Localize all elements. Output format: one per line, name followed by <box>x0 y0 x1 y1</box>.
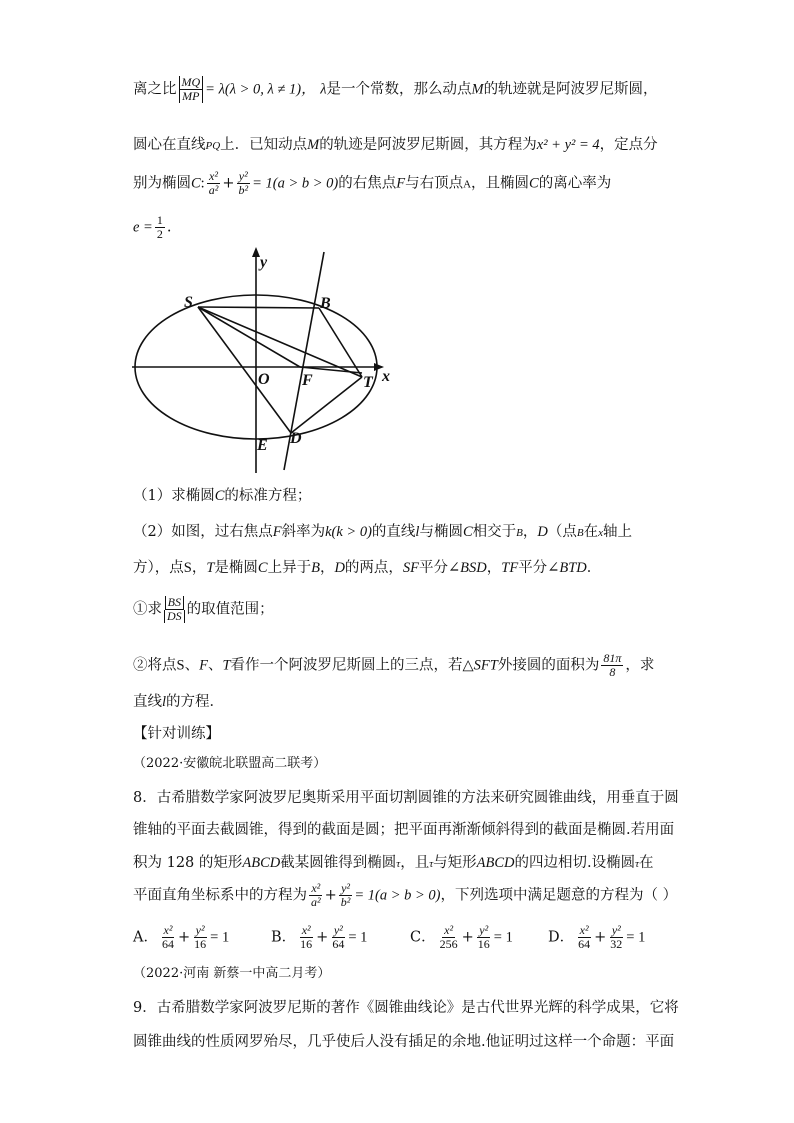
fraction <box>160 924 176 951</box>
fraction-denominator: MP <box>179 90 202 103</box>
text: ． <box>586 560 602 576</box>
fraction <box>236 170 250 197</box>
option-label: B． <box>271 929 297 946</box>
fraction-numerator: x² <box>579 923 589 937</box>
text: ，且 <box>400 855 430 871</box>
text: ， <box>319 560 335 576</box>
math: PQ <box>205 140 221 152</box>
text: 上异于 <box>267 560 312 576</box>
math: B <box>311 560 320 576</box>
source-8: （2022·安徽皖北联盟高二联考） <box>133 756 327 771</box>
math: ABCD <box>476 855 515 871</box>
text: （1）求椭圆 <box>133 488 215 504</box>
ratio-fraction <box>179 76 204 103</box>
math: S <box>183 560 192 576</box>
option-label: A． <box>133 929 158 946</box>
question-2-part-1 <box>133 596 274 623</box>
text: 直线 <box>133 694 162 710</box>
fraction-numerator: 81π <box>603 651 622 665</box>
text: 圆心在直线 <box>133 137 206 153</box>
text: 离之比 <box>133 81 177 98</box>
math: τ <box>635 858 640 870</box>
text: 别为椭圆 <box>133 175 191 192</box>
fraction <box>576 924 592 951</box>
question-2-part-2 <box>133 652 654 679</box>
fraction-denominator: 2 <box>156 227 163 241</box>
segment-SF <box>198 307 300 367</box>
fraction-numerator: y² <box>195 923 205 937</box>
question-1 <box>133 484 311 505</box>
text: 与矩形 <box>433 855 477 871</box>
math: S <box>176 657 185 674</box>
problem-9-line-1: 9．古希腊数学家阿波罗尼斯的著作《圆锥曲线论》是古代世界光辉的科学成果，它将 <box>133 1000 679 1016</box>
math: τ <box>396 858 401 870</box>
problem-8-line-4: 平面直角坐标系中的方程为 $\frac{\text{x²}}{\text{a²}}$ + $\frac{\text{y²}}{\text{b²}}$ = 1(a > b > 0)，下列选项中满足题意的方程为（ ） <box>133 881 678 909</box>
text: 方），点 <box>133 560 184 576</box>
fraction-numerator: 1 <box>156 213 163 227</box>
circle-equation: x² + y² = 4 <box>536 137 600 153</box>
text: . <box>166 219 172 236</box>
math: T <box>206 560 215 576</box>
math: x <box>598 527 603 539</box>
fraction <box>339 882 353 909</box>
text: 相交于 <box>472 524 517 540</box>
fraction <box>298 924 314 951</box>
text: 斜率为 <box>281 524 326 540</box>
fraction <box>330 924 346 951</box>
math: τ <box>429 858 434 870</box>
fraction-numerator: y² <box>479 923 489 937</box>
math: C <box>214 488 225 504</box>
label-D: D <box>290 430 302 447</box>
problem-8-line-3 <box>133 851 654 872</box>
text: 的轨迹是阿波罗尼斯圆，其方程为 <box>319 137 537 153</box>
text: ①求 <box>133 601 162 618</box>
fraction <box>438 924 460 951</box>
fraction-denominator: DS <box>164 610 185 623</box>
text: 的右焦点 <box>338 175 397 192</box>
text: 的取值范围； <box>186 601 274 618</box>
math: = 1(a > b > 0) <box>354 887 441 904</box>
math: M <box>471 81 484 98</box>
label-y: y <box>260 254 268 271</box>
fraction-denominator: b² <box>340 895 351 909</box>
text: 上．已知动点 <box>220 137 308 153</box>
math: = 1 <box>210 929 230 946</box>
math: D <box>537 524 548 540</box>
math: F <box>199 657 208 674</box>
text: 平分 <box>419 560 449 576</box>
fraction-denominator: b² <box>238 183 249 197</box>
text: 外接圆的面积为 <box>497 657 600 674</box>
fraction-denominator: a² <box>311 895 321 909</box>
label-B: B <box>320 295 331 312</box>
fraction-denominator: 32 <box>610 937 623 951</box>
source-9: （2022·河南 新蔡一中高二月考） <box>133 966 331 981</box>
math: B <box>576 527 584 539</box>
problem-9-line-2: 圆锥曲线的性质网罗殆尽，几乎使后人没有插足的余地.他证明过这样一个命题：平面 <box>133 1034 675 1050</box>
intro-line-3: 别为椭圆C: $\frac{\text{x²}}{\text{a²}}$ + $\frac{\text{y²}}{\text{b²}}$ = 1(a > b > 0)的右焦点F与右顶点A，且椭圆C的离心率为 <box>133 169 612 197</box>
fraction-numerator: MQ <box>179 76 204 90</box>
label-F: F <box>302 372 313 389</box>
problem-8-line-2: 锥轴的平面去截圆锥，得到的截面是圆；把平面再渐渐倾斜得到的截面是椭圆.若用面 <box>133 822 675 838</box>
math: C <box>462 524 473 540</box>
label-O: O <box>258 371 270 388</box>
math: = λ(λ > 0, λ ≠ 1)， <box>205 81 316 98</box>
fraction-denominator: 64 <box>578 937 591 951</box>
segment-SB <box>198 307 319 308</box>
fraction-numerator: y² <box>341 881 351 895</box>
text: 轴上 <box>602 524 632 540</box>
math: C <box>191 175 201 192</box>
text: ， <box>191 560 207 576</box>
fraction <box>601 652 623 679</box>
math: = 1(a > b > 0) <box>252 175 339 192</box>
fraction-numerator: y² <box>333 923 343 937</box>
ratio-fraction <box>164 596 185 623</box>
math: l <box>415 524 420 540</box>
option-c: C． $\frac{\text{x²}}{256}$ + $\frac{\text{y²}}{16}$ = 1 <box>410 923 513 951</box>
math: SF <box>402 560 420 576</box>
math: B <box>516 527 523 539</box>
option-a: A． $\frac{\text{x²}}{64}$ + $\frac{\text{y²}}{16}$ = 1 <box>133 923 230 951</box>
text: 是椭圆 <box>214 560 258 576</box>
math: M <box>307 137 320 153</box>
fraction-denominator: 16 <box>194 937 207 951</box>
text: （2）如图，过右焦点 <box>133 524 273 540</box>
text: ，定点分 <box>599 137 658 153</box>
text: ，下列选项中满足题意的方程为（ ） <box>440 887 678 904</box>
fraction <box>608 924 624 951</box>
fraction-numerator: y² <box>611 923 621 937</box>
text: 与右顶点 <box>405 175 464 192</box>
text: ， <box>522 524 538 540</box>
text: 的离心率为 <box>538 175 612 192</box>
intro-line-2 <box>133 133 658 154</box>
fraction-numerator: x² <box>311 881 321 895</box>
fraction-denominator: 16 <box>477 937 490 951</box>
math: C <box>529 175 539 192</box>
text: ②将点 <box>133 657 177 674</box>
text: 平面直角坐标系中的方程为 <box>133 887 307 904</box>
problem-8-line-1: 8．古希腊数学家阿波罗尼奥斯采用平面切割圆锥的方法来研究圆锥曲线，用垂直于圆 <box>133 790 679 806</box>
label-S: S <box>184 294 193 311</box>
fraction <box>207 170 221 197</box>
text: 积为 128 的矩形 <box>133 855 243 871</box>
text: 是一个常数，那么动点 <box>326 81 472 98</box>
text: 与椭圆 <box>419 524 463 540</box>
text: ， <box>486 560 502 576</box>
text: ，求 <box>625 657 655 674</box>
text: 的两点， <box>344 560 403 576</box>
text: 的轨迹就是阿波罗尼斯圆， <box>483 81 658 98</box>
option-d: D． $\frac{\text{x²}}{64}$ + $\frac{\text{y²}}{32}$ = 1 <box>548 923 646 951</box>
math: D <box>334 560 345 576</box>
text: ，且椭圆 <box>471 175 530 192</box>
math: = 1 <box>493 929 513 946</box>
label-x: x <box>382 368 390 385</box>
ellipse-figure <box>120 245 410 480</box>
fraction-numerator: BS <box>165 596 184 610</box>
fraction-denominator: a² <box>208 183 219 197</box>
math: ∠BSD <box>448 560 487 576</box>
fraction-denominator: 64 <box>161 937 174 951</box>
math: λ <box>320 81 327 98</box>
fraction <box>476 924 492 951</box>
intro-line-1 <box>133 76 658 103</box>
fraction <box>192 924 208 951</box>
math: A <box>463 178 472 191</box>
fraction <box>155 214 165 241</box>
math: F <box>272 524 282 540</box>
math: T <box>222 657 231 674</box>
math: F <box>396 175 406 192</box>
fraction-denominator: 16 <box>300 937 313 951</box>
math: = 1 <box>626 929 646 946</box>
text: 看作一个阿波罗尼斯圆上的三点，若 <box>230 657 463 674</box>
math: e = <box>133 219 153 236</box>
fraction-denominator: 256 <box>439 937 458 951</box>
text: 截某圆锥得到椭圆 <box>280 855 397 871</box>
math: l <box>162 694 167 710</box>
fraction-numerator: y² <box>238 169 248 183</box>
label-T: T <box>363 374 373 391</box>
math: C <box>257 560 268 576</box>
math: ∠BTD <box>547 560 587 576</box>
fraction-denominator: 64 <box>332 937 345 951</box>
fraction-numerator: x² <box>163 923 173 937</box>
text: 的直线 <box>371 524 416 540</box>
text: 平分 <box>518 560 548 576</box>
option-label: C． <box>410 929 436 946</box>
label-E: E <box>257 437 268 454</box>
math: TF <box>501 560 519 576</box>
math: = 1 <box>348 929 368 946</box>
question-2-line-1 <box>133 520 632 541</box>
text: 在 <box>583 524 599 540</box>
question-2-line-2 <box>133 556 601 577</box>
fraction-numerator: x² <box>209 169 218 183</box>
question-2-part-2-cont <box>133 690 224 711</box>
fraction-numerator: x² <box>301 923 311 937</box>
option-label: D． <box>548 929 575 946</box>
math: : <box>200 175 205 192</box>
text: 的四边相切.设椭圆 <box>514 855 636 871</box>
math: ABCD <box>242 855 281 871</box>
math: △SFT <box>462 657 498 674</box>
fraction-numerator: x² <box>444 923 454 937</box>
fraction <box>309 882 323 909</box>
text: 的标准方程； <box>224 488 312 504</box>
math: k(k > 0) <box>325 524 372 540</box>
option-b: B． $\frac{\text{x²}}{16}$ + $\frac{\text{y²}}{64}$ = 1 <box>271 923 368 951</box>
text: 、 <box>184 657 200 674</box>
fraction-denominator: 8 <box>609 665 616 679</box>
text: （点 <box>547 524 577 540</box>
text: 在 <box>639 855 654 871</box>
text: 、 <box>207 657 223 674</box>
segment-SO-E <box>198 307 291 433</box>
text: 的方程． <box>166 694 225 710</box>
intro-line-4 <box>133 214 171 241</box>
section-heading: 【针对训练】 <box>133 726 220 742</box>
y-axis-arrow <box>252 247 260 257</box>
